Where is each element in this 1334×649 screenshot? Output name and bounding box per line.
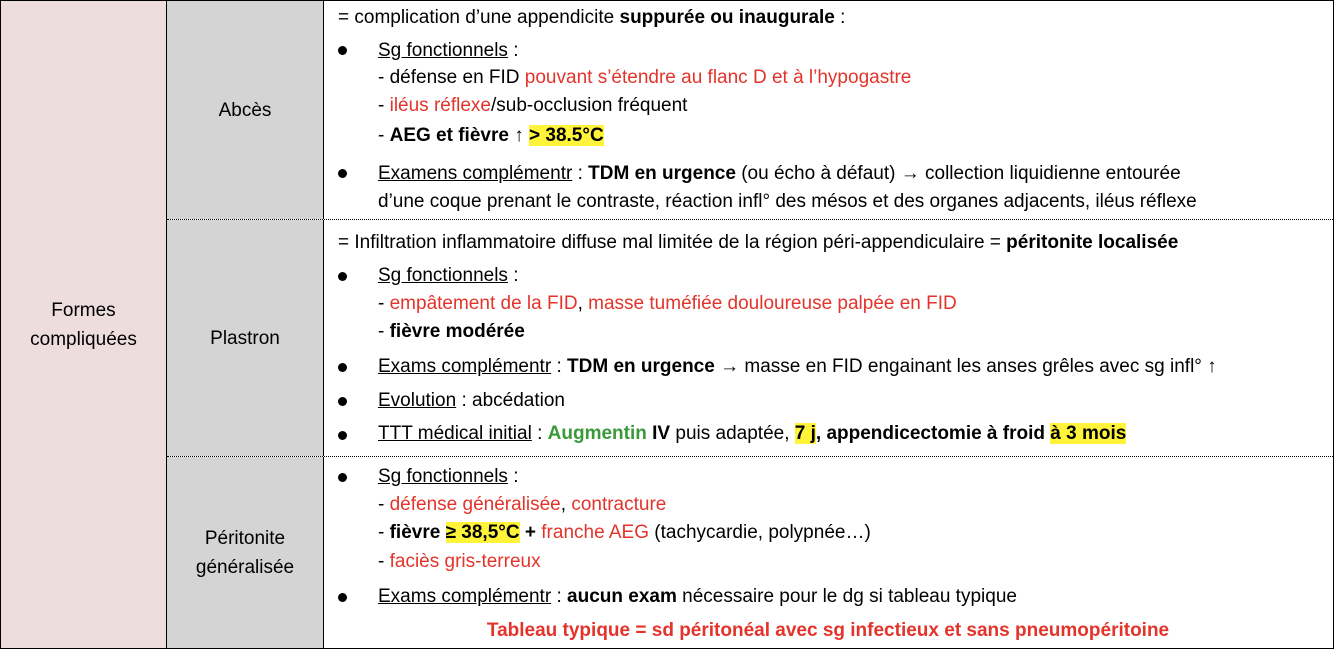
abces-label: Abcès	[218, 99, 272, 121]
abces-sg-heading: Sg fonctionnels :	[378, 40, 519, 61]
bullet	[338, 363, 347, 372]
bullet	[338, 473, 347, 482]
plastron-intro: = Infiltration inflammatoire diffuse mal limitée de la région péri-appendiculaire = péritonite localisée	[338, 232, 1179, 253]
abces-intro: = complication d’une appendicite suppurée ou inaugurale :	[338, 7, 846, 28]
plastron-label-cell	[167, 220, 324, 456]
plastron-sg-line-1: - empâtement de la FID, masse tuméfiée douloureuse palpée en FID	[378, 293, 957, 314]
bullet	[338, 397, 347, 406]
plastron-evolution-line: Evolution : abcédation	[378, 390, 565, 411]
bullet	[338, 593, 347, 602]
row-header-label: Formes compliquées	[30, 299, 137, 350]
plastron-ttt-line: TTT médical initial : Augmentin IV puis adaptée, 7 j, appendicectomie à froid à 3 mois	[378, 423, 1127, 444]
bullet	[338, 46, 347, 55]
peritonite-sg-line-2: - fièvre ≥ 38,5°C + franche AEG (tachycardie, polypnée…)	[378, 522, 871, 543]
plastron-sg-heading: Sg fonctionnels :	[378, 265, 519, 286]
abces-label-cell	[167, 1, 324, 219]
abces-sg-line-2: - iléus réflexe/sub-occlusion fréquent	[378, 95, 688, 116]
peritonite-label: Péritonite généralisée	[195, 527, 295, 578]
peritonite-sg-line-1: - défense généralisée, contracture	[378, 494, 667, 515]
row-separator	[167, 456, 1333, 457]
abces-sg-line-3: - AEG et fièvre ↑ > 38.5°C	[378, 125, 604, 146]
bullet	[338, 431, 347, 440]
row-separator	[167, 219, 1333, 220]
plastron-sg-line-2: - fièvre modérée	[378, 321, 525, 342]
plastron-exam-line: Exams complémentr : TDM en urgence → masse en FID engainant les anses grêles avec sg infl° ↑	[378, 356, 1217, 377]
abces-exam-line-1: Examens complémentr : TDM en urgence (ou écho à défaut) → collection liquidienne entourée	[378, 163, 1181, 184]
bullet	[338, 272, 347, 281]
abces-exam-line-2: d’une coque prenant le contraste, réaction infl° des mésos et des organes adjacents, iléus réflexe	[378, 191, 1197, 212]
peritonite-exam-line: Exams complémentr : aucun exam nécessaire pour le dg si tableau typique	[378, 586, 1017, 607]
plastron-label: Plastron	[210, 327, 280, 349]
peritonite-label-cell	[167, 457, 324, 648]
peritonite-sg-heading: Sg fonctionnels :	[378, 466, 519, 487]
abces-sg-line-1: - défense en FID pouvant s’étendre au flanc D et à l’hypogastre	[378, 67, 912, 88]
row-header-cell	[1, 1, 167, 648]
peritonite-conclusion: Tableau typique = sd péritonéal avec sg infectieux et sans pneumopéritoine	[486, 620, 1170, 641]
peritonite-sg-line-3: - faciès gris-terreux	[378, 551, 541, 572]
bullet	[338, 169, 347, 178]
